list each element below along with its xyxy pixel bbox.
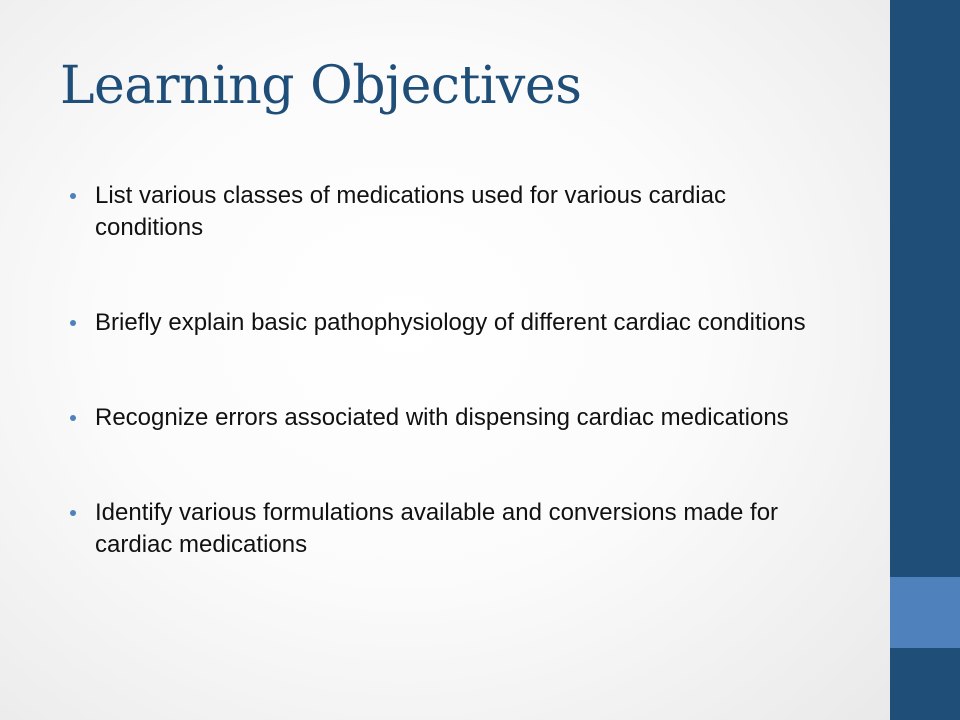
list-item (70, 402, 830, 434)
slide-title: Learning Objectives (60, 56, 582, 116)
accent-band (890, 577, 960, 648)
list-item (70, 307, 830, 339)
bullet-icon (70, 193, 76, 199)
bullet-text: Briefly explain basic pathophysiology of different cardiac conditions (95, 309, 806, 336)
bullet-icon (70, 320, 76, 326)
bullet-icon (70, 415, 76, 421)
bullet-icon (70, 510, 76, 516)
objectives-list (70, 180, 830, 561)
list-item (70, 180, 830, 244)
bullet-text: Identify various formulations available and conversions made for cardiac medications (95, 499, 779, 558)
bullet-text: Recognize errors associated with dispensing cardiac medications (95, 404, 789, 431)
list-item (70, 497, 830, 561)
bullet-text: List various classes of medications used for various cardiac conditions (95, 182, 726, 241)
